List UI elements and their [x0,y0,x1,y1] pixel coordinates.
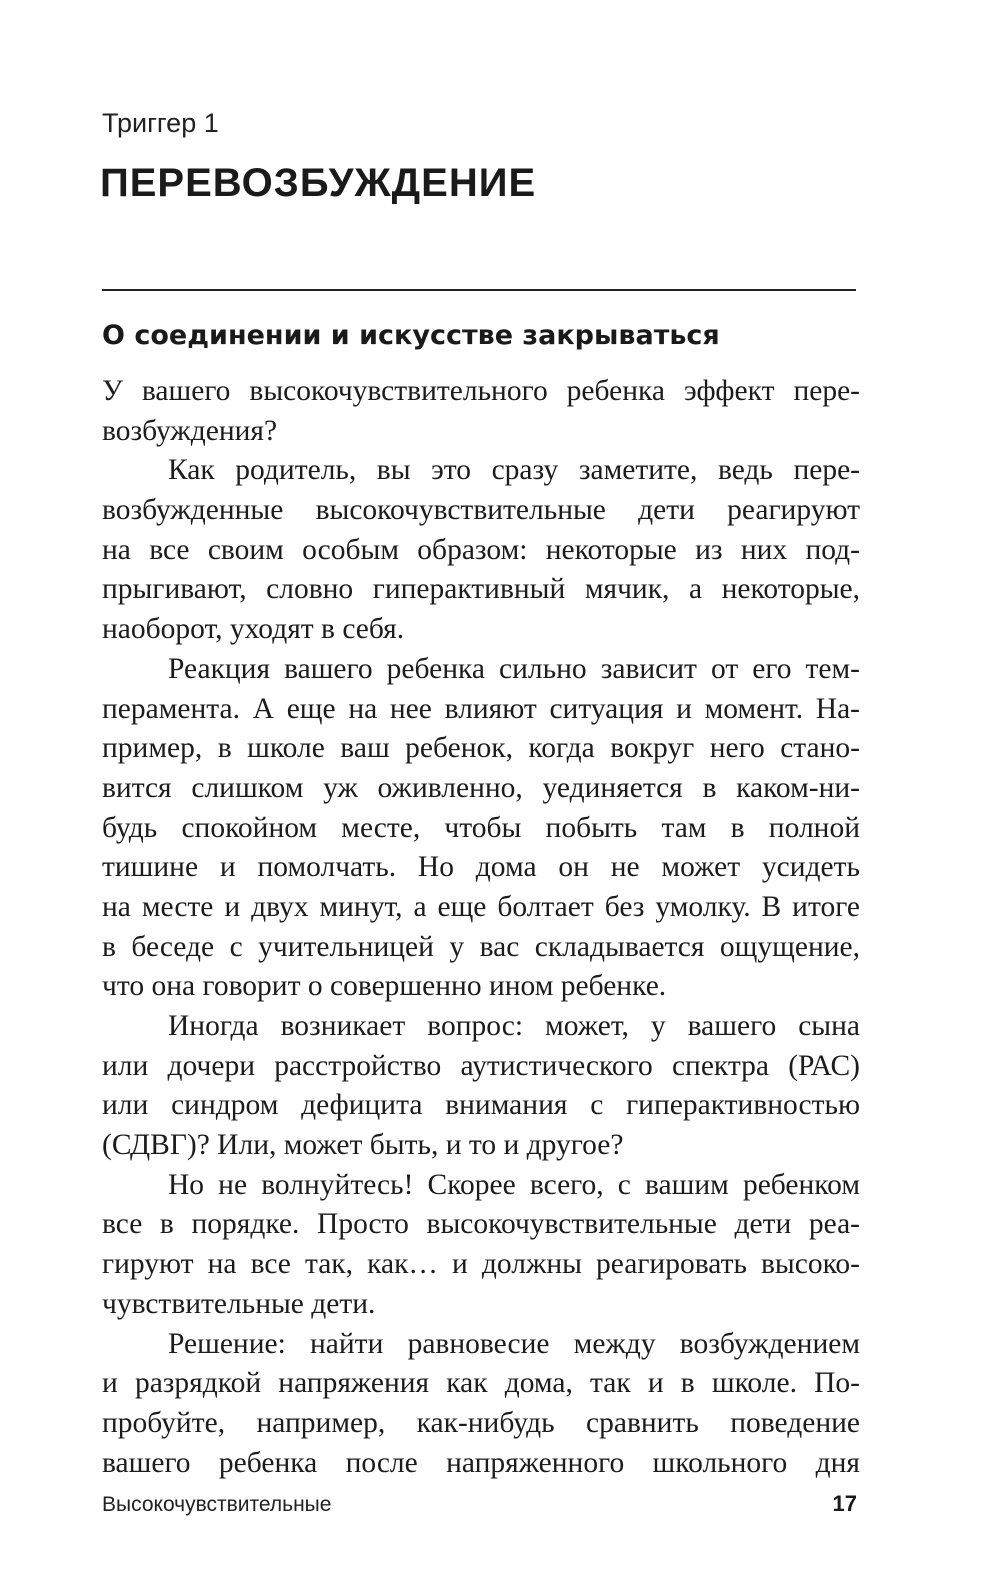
text-line: или дочери расстройство аутистического спектра (РАС) [102,1049,860,1082]
text-line: будь спокойном месте, чтобы побыть там в полной [102,811,860,844]
text-line: гируют на все так, как… и должны реагировать высоко- [102,1248,860,1281]
running-title: Высокочувствительные [102,1493,332,1516]
text-line: прыгивают, словно гиперактивный мячик, а некоторые, [102,573,860,606]
text-line: на месте и двух минут, а еще болтает без умолку. В итоге [102,890,860,923]
text-line: тишине и помолчать. Но дома он не может усидеть [102,851,860,884]
text-line: или синдром дефицита внимания с гиперактивностью [102,1089,860,1122]
text-line: в беседе с учительницей у вас складывается ощущение, [102,930,860,963]
page-number: 17 [832,1491,857,1516]
text-line: на все своим особым образом: некоторые из них под- [102,533,860,566]
text-line: чувствительные дети. [102,1287,376,1320]
text-line: и разрядкой напряжения как дома, так и в школе. По- [102,1367,860,1400]
text-line: все в порядке. Просто высокочувствительные дети реа- [102,1208,860,1241]
text-line: У вашего высокочувствительного ребенка эффект пере- [102,375,860,407]
text-line: (СДВГ)? Или, может быть, и то и другое? [102,1129,624,1162]
text-line: пример, в школе ваш ребенок, когда вокруг него стано- [102,732,860,765]
text-line: Решение: найти равновесие между возбуждением [168,1327,860,1360]
text-line: наоборот, уходят в себя. [102,613,405,646]
text-line: Иногда возникает вопрос: может, у вашего сына [168,1010,860,1042]
section-heading: О соединении и искусстве закрываться [102,320,720,351]
text-line: что она говорит о совершенно ином ребенке. [102,970,667,1003]
text-line: возбужденные высокочувствительные дети реагируют [102,494,860,527]
chapter-title: ПЕРЕВОЗБУЖДЕНИЕ [100,161,537,205]
text-line: вится слишком уж оживленно, уединяется в каком-ни- [102,771,860,804]
text-line: Реакция вашего ребенка сильно зависит от его тем- [168,652,860,685]
text-line: Как родитель, вы это сразу заметите, ведь пере- [168,454,860,487]
text-line: перамента. А еще на нее влияют ситуация и момент. На- [102,692,860,725]
trigger-label: Триггер 1 [102,108,219,138]
text-line: пробуйте, например, как-нибудь сравнить поведение [102,1406,860,1439]
text-line: вашего ребенка после напряженного школьного дня [102,1446,860,1479]
text-line: возбуждения? [102,414,278,447]
body-text [102,372,860,1483]
text-line: Но не волнуйтесь! Скорее всего, с вашим ребенком [168,1168,860,1201]
divider-rule [102,289,856,291]
